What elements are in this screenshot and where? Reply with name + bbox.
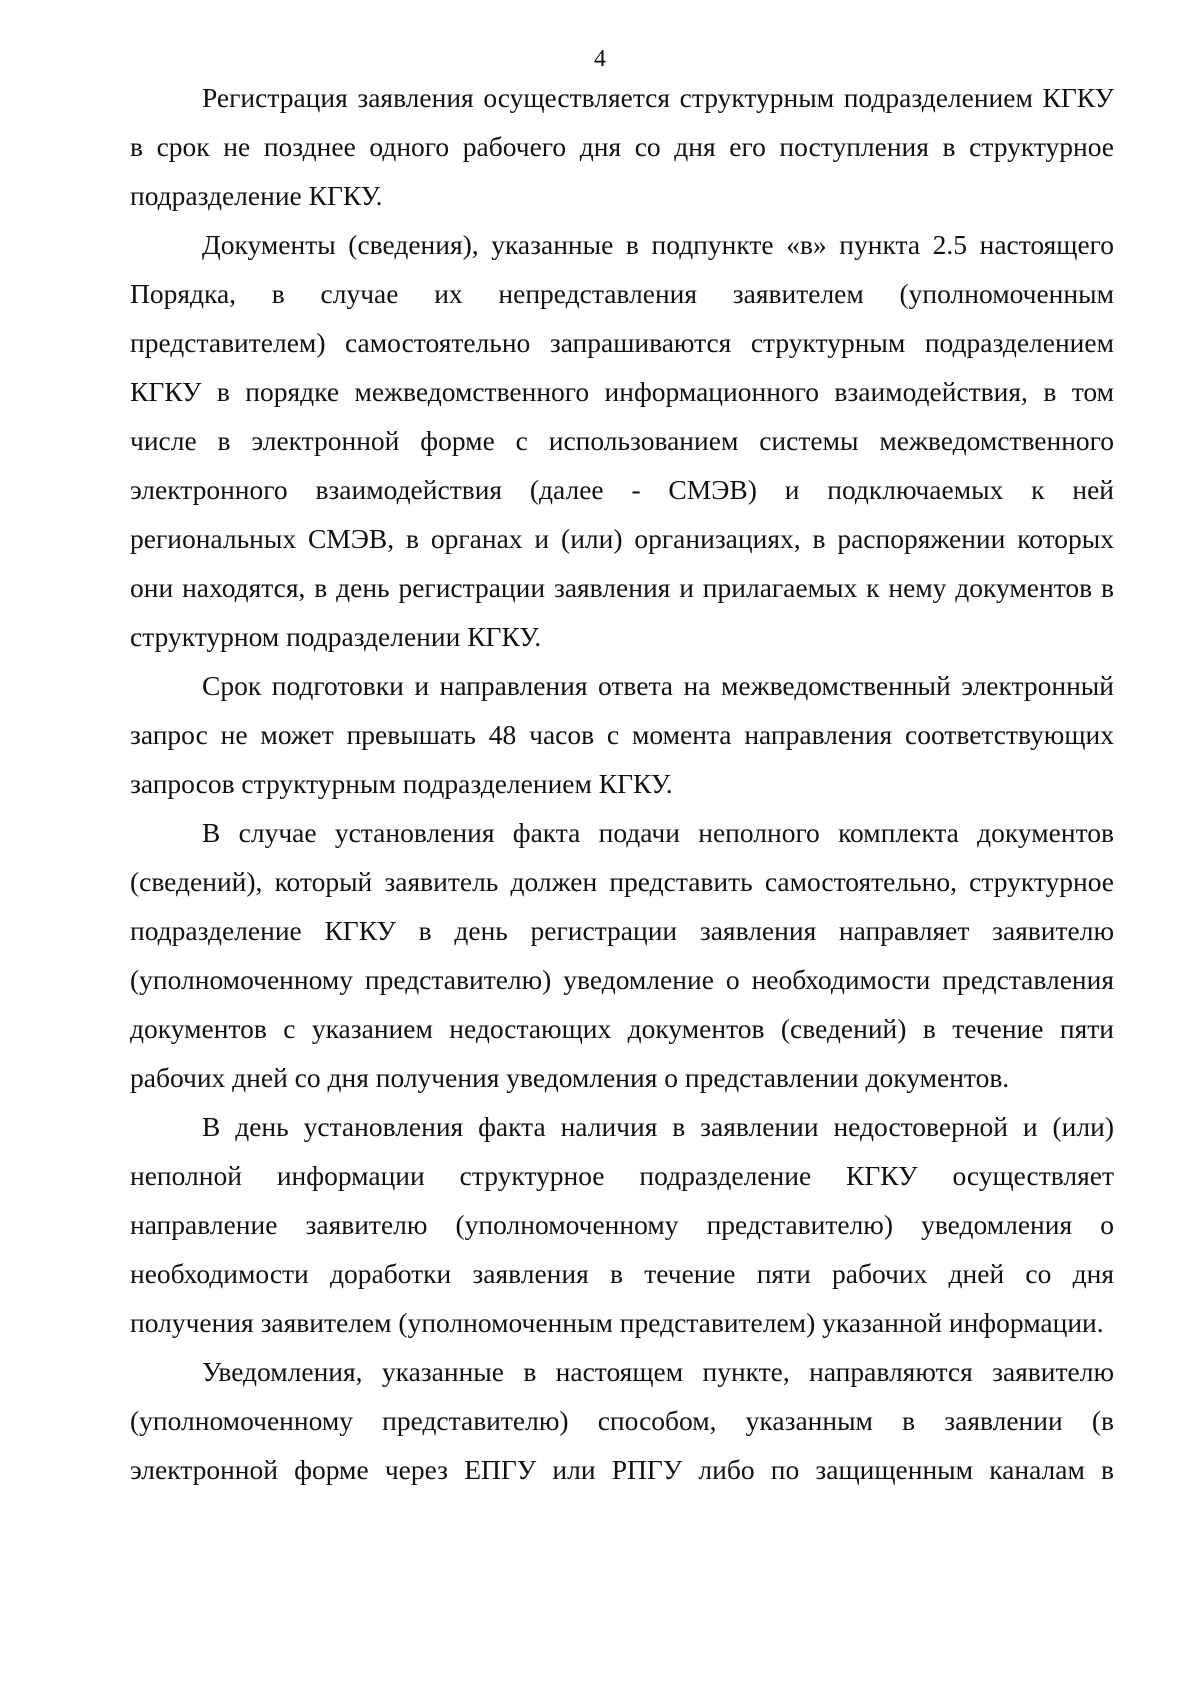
paragraph-registration: Регистрация заявления осуществляется структурным подразделением КГКУ в срок не позднее одного рабочего дня со дня его поступления в структурное подразделение КГКУ. bbox=[130, 82, 1114, 211]
document-body bbox=[130, 73, 1114, 1494]
paragraph-documents-request: Документы (сведения), указанные в подпункте «в» пункта 2.5 настоящего Порядка, в случае их непредставления заявителем (уполномоченным представителем) самостоятельно запрашиваются структурным подразделением КГКУ в порядке межведомственного информационного взаимодействия, в том числе в электронной форме с использованием системы межведомственного электронного взаимодействия (далее - СМЭВ) и подключаемых к ней региональных СМЭВ, в органах и (или) организациях, в распоряжении которых они находятся, в день регистрации заявления и прилагаемых к нему документов в структурном подразделении КГКУ. bbox=[130, 229, 1114, 652]
paragraph-notifications: Уведомления, указанные в настоящем пункте, направляются заявителю (уполномоченному представителю) способом, указанным в заявлении (в электронной форме через ЕПГУ или РПГУ либо по защищенным каналам в bbox=[130, 1356, 1114, 1485]
paragraph-incomplete-documents: В случае установления факта подачи неполного комплекта документов (сведений), который заявитель должен представить самостоятельно, структурное подразделение КГКУ в день регистрации заявления направляет заявителю (уполномоченному представителю) уведомление о необходимости представления документов с указанием недостающих документов (сведений) в течение пяти рабочих дней со дня получения уведомления о представлении документов. bbox=[130, 817, 1114, 1093]
paragraph-inaccurate-information: В день установления факта наличия в заявлении недостоверной и (или) неполной информации структурное подразделение КГКУ осуществляет направление заявителю (уполномоченному представителю) уведомления о необходимости доработки заявления в течение пяти рабочих дней со дня получения заявителем (уполномоченным представителем) указанной информации. bbox=[130, 1111, 1114, 1338]
paragraph-response-deadline: Срок подготовки и направления ответа на межведомственный электронный запрос не может превышать 48 часов с момента направления соответствующих запросов структурным подразделением КГКУ. bbox=[130, 670, 1114, 799]
page-number: 4 bbox=[594, 46, 606, 72]
